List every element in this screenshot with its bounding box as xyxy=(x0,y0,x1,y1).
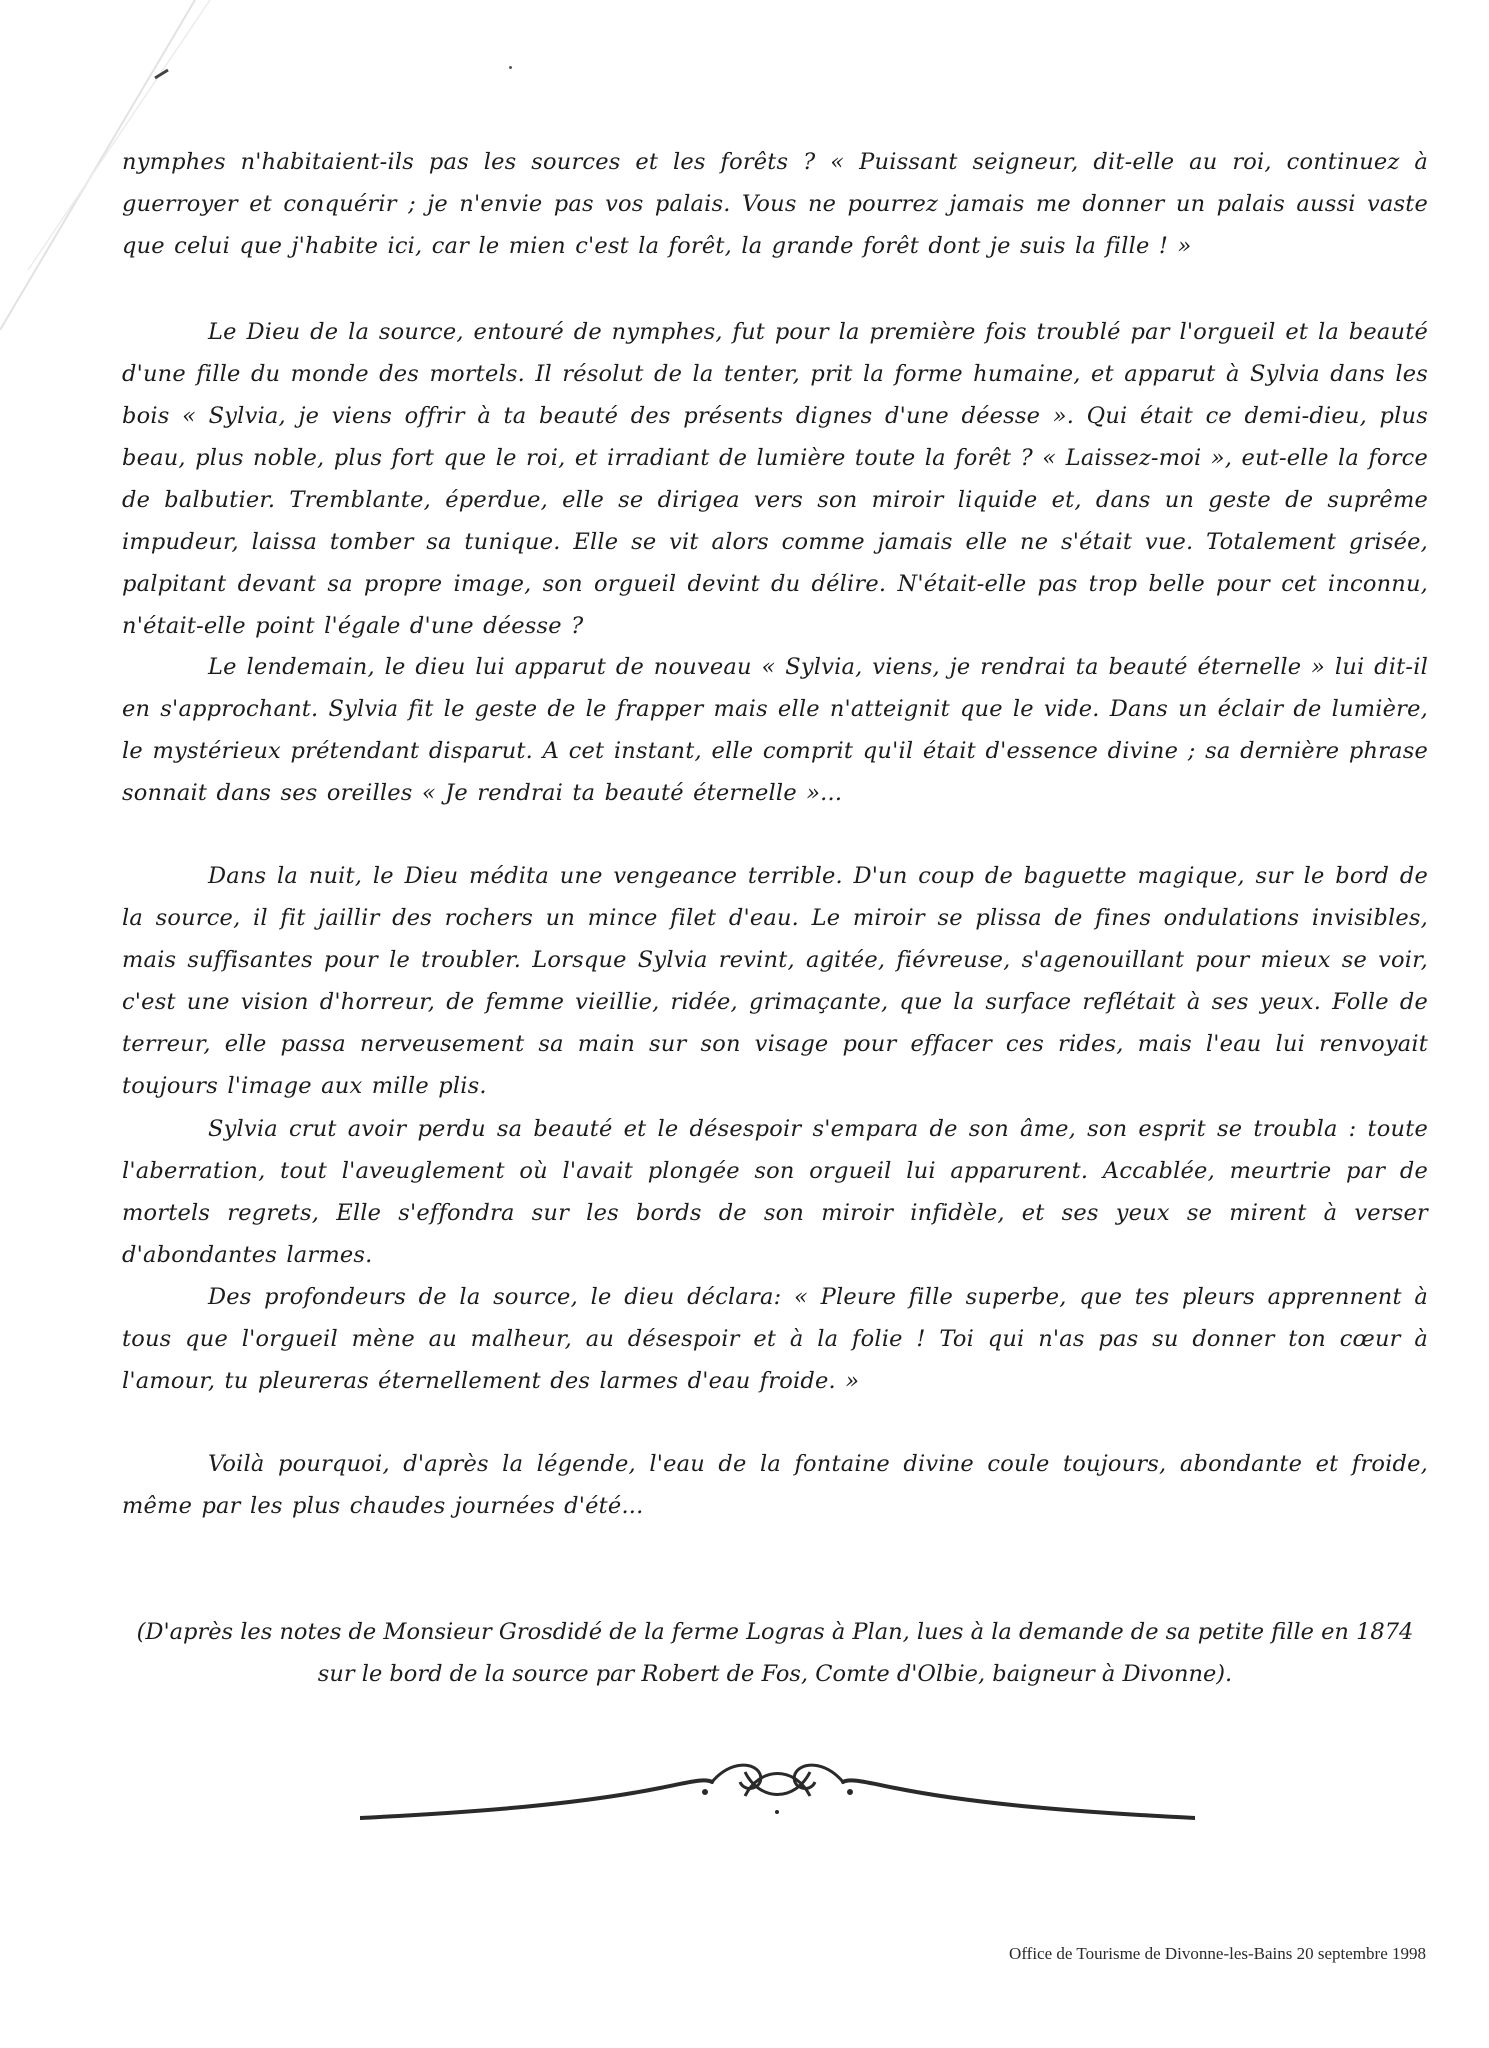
source-credit: (D'après les notes de Monsieur Grosdidé de la ferme Logras à Plan, lues à la demande de sa petite fille en 1874 sur le bord de la source par Robert de Fos, Comte d'Olbie, baigneur à Divonne). xyxy=(136,1618,1414,1687)
paragraph-le-lendemain: Le lendemain, le dieu lui apparut de nouveau « Sylvia, viens, je rendrai ta beauté éternelle » lui dit-il en s'approchant. Sylvia fit le geste de le frapper mais elle n'atteignit que le vide. Dans un éclair de lumière, le mystérieux prétendant disparut. A cet instant, elle comprit qu'il était d'essence divine ; sa dernière phrase sonnait dans ses oreilles « Je rendrai ta beauté éternelle »... xyxy=(122,653,1428,806)
paragraph-sylvia-desespoir: Sylvia crut avoir perdu sa beauté et le désespoir s'empara de son âme, son esprit se troubla : toute l'aberration, tout l'aveuglement où l'avait plongée son orgueil lui apparurent. Accablée, meurtrie par de mortels regrets, Elle s'effondra sur les bords de son miroir infidèle, et ses yeux se mirent à verser d'abondantes larmes. xyxy=(122,1115,1428,1268)
footer-office-tourisme: Office de Tourisme de Divonne-les-Bains 20 septembre 1998 xyxy=(1009,1944,1426,1963)
paragraph-voila-pourquoi: Voilà pourquoi, d'après la légende, l'eau de la fontaine divine coule toujours, abondante et froide, même par les plus chaudes journées d'été... xyxy=(122,1450,1428,1519)
paper-speck xyxy=(509,66,512,69)
decorative-scroll-flourish-icon xyxy=(360,1752,1195,1824)
paragraph-dieu-de-la-source: Le Dieu de la source, entouré de nymphes, fut pour la première fois troublé par l'orgueil et la beauté d'une fille du monde des mortels. Il résolut de la tenter, prit la forme humaine, et apparut à Sylvia dans les bois « Sylvia, je viens offrir à ta beauté des présents dignes d'une déesse ». Qui était ce demi-dieu, plus beau, plus noble, plus fort que le roi, et irradiant de lumière toute la forêt ? « Laissez-moi », eut-elle la force de balbutier. Tremblante, éperdue, elle se dirigea vers son miroir liquide et, dans un geste de suprême impudeur, laissa tomber sa tunique. Elle se vit alors comme jamais elle ne s'était vue. Totalement grisée, palpitant devant sa propre image, son orgueil devint du délire. N'était-elle pas trop belle pour cet inconnu, n'était-elle point l'égale d'une déesse ? xyxy=(122,318,1428,639)
paragraph-des-profondeurs: Des profondeurs de la source, le dieu déclara: « Pleure fille superbe, que tes pleurs apprennent à tous que l'orgueil mène au malheur, au désespoir et à la folie ! Toi qui n'as pas su donner ton cœur à l'amour, tu pleureras éternellement des larmes d'eau froide. » xyxy=(122,1283,1428,1394)
paragraph-intro: nymphes n'habitaient-ils pas les sources et les forêts ? « Puissant seigneur, dit-elle au roi, continuez à guerroyer et conquérir ; je n'envie pas vos palais. Vous ne pourrez jamais me donner un palais aussi vaste que celui que j'habite ici, car le mien c'est la forêt, la grande forêt dont je suis la fille ! » xyxy=(122,148,1428,259)
paragraph-dans-la-nuit: Dans la nuit, le Dieu médita une vengeance terrible. D'un coup de baguette magique, sur le bord de la source, il fit jaillir des rochers un mince filet d'eau. Le miroir se plissa de fines ondulations invisibles, mais suffisantes pour le troubler. Lorsque Sylvia revint, agitée, fiévreuse, s'agenouillant pour mieux se voir, c'est une vision d'horreur, de femme vieillie, ridée, grimaçante, que la surface reflétait à ses yeux. Folle de terreur, elle passa nerveusement sa main sur son visage pour effacer ces rides, mais l'eau lui renvoyait toujours l'image aux mille plis. xyxy=(122,862,1428,1099)
